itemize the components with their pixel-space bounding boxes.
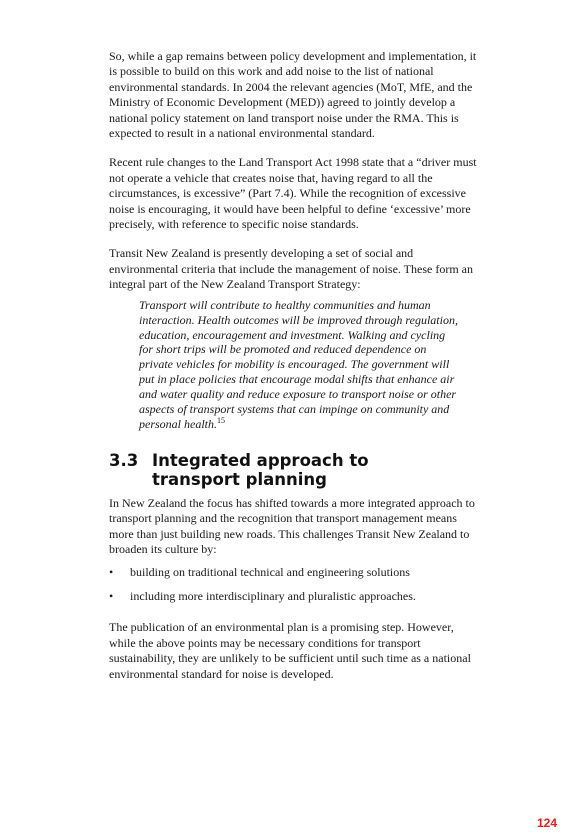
paragraph-integrated-approach: In New Zealand the focus has shifted towards a more integrated approach to transport planning and the recognition that transport management means more than just building new roads. This challenges Transit New Zealand to broaden its culture by: bbox=[109, 495, 475, 557]
list-item-text: including more interdisciplinary and pluralistic approaches. bbox=[130, 589, 416, 604]
paragraph-spacer bbox=[109, 232, 481, 246]
paragraph-environmental-plan: The publication of an environmental plan is a promising step. However, while the above points may be necessary conditions for transport sustainability, they are unlikely to be sufficient until such time as a national environmental standard for noise is developed. bbox=[109, 620, 471, 681]
footnote-marker: 15 bbox=[217, 415, 225, 425]
strategy-quote-text: Transport will contribute to healthy communities and human interaction. Health outcomes will be improved through regulation, education, encouragement and investment. Walking and cycling for short trips will be promoted and reduced dependence on private vehicles for mobility is encouraged. The government will put in place policies that encourage modal shifts that enhance air and water quality and reduce exposure to transport noise or other aspects of transport systems that can impinge on community and personal health. bbox=[139, 297, 458, 431]
list-item bbox=[109, 565, 481, 580]
paragraph-gap-policy: So, while a gap remains between policy development and implementation, it is possible to build on this work and add noise to the list of national environmental standards. In 2004 the relevant agencies (MoT, MfE, and the Ministry of Economic Development (MED)) agreed to jointly develop a national policy statement on land transport noise under the RMA. This is expected to result in a national environmental standard. bbox=[109, 49, 477, 141]
bullet-icon: • bbox=[109, 565, 114, 580]
bullet-icon: • bbox=[109, 589, 114, 604]
section-heading bbox=[109, 451, 481, 489]
page-content bbox=[109, 49, 481, 682]
list-item-text: building on traditional technical and engineering solutions bbox=[130, 565, 410, 580]
page-number: 124 bbox=[536, 816, 557, 830]
paragraph-spacer bbox=[109, 489, 481, 496]
paragraph-spacer bbox=[109, 613, 481, 620]
strategy-quote bbox=[139, 298, 459, 432]
paragraph-transit-criteria: Transit New Zealand is presently developing a set of social and environmental criteria that include the management of noise. These form an integral part of the New Zealand Transport Strategy: bbox=[109, 246, 473, 292]
bullet-list bbox=[109, 565, 481, 604]
paragraph-spacer bbox=[109, 141, 481, 155]
section-title: Integrated approach to transport planning bbox=[152, 450, 369, 489]
paragraph-land-transport-act: Recent rule changes to the Land Transport Act 1998 state that a “driver must not operate a vehicle that creates noise that, having regard to all the circumstances, is excessive” (Part 7.4). While the recognition of excessive noise is encouraging, it would have been helpful to define ‘excessive’ more precisely, with reference to specific noise standards. bbox=[109, 155, 477, 232]
list-item bbox=[109, 589, 481, 604]
section-number: 3.3 bbox=[109, 450, 139, 470]
